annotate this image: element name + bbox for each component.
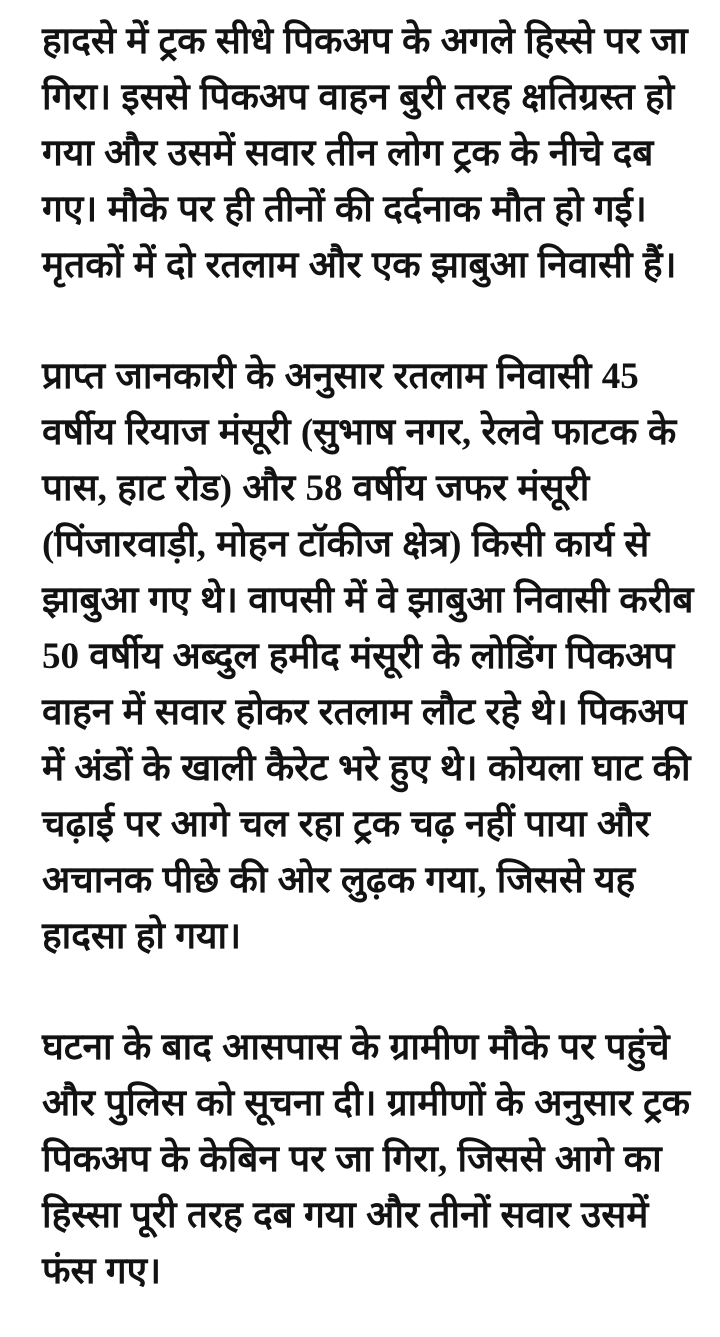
article-paragraph-victim-details: प्राप्त जानकारी के अनुसार रतलाम निवासी 45 वर्षीय रियाज मंसूरी (सुभाष नगर, रेलवे फाटक के पास, हाट रोड) और 58 वर्षीय जफर मंसूरी (पिंजारवाड़ी, मोहन टॉकीज क्षेत्र) किसी कार्य से झाबुआ गए थे। वापसी में वे झाबुआ निवासी करीब 50 वर्षीय अब्दुल हमीद मंसूरी के लोडिंग पिकअप वाहन में सवार होकर रतलाम लौट रहे थे। पिकअप में अंडों के खाली कैरेट भरे हुए थे। कोयला घाट की चढ़ाई पर आगे चल रहा ट्रक चढ़ नहीं पाया और अचानक पीछे की ओर लुढ़क गया, जिससे यह हादसा हो गया। — [42, 356, 694, 957]
article-paragraph-villagers-report: घटना के बाद आसपास के ग्रामीण मौके पर पहुंचे और पुलिस को सूचना दी। ग्रामीणों के अनुसार ट्रक पिकअप के केबिन पर जा गिरा, जिससे आगे का हिस्सा पूरी तरह दब गया और तीनों सवार उसमें फंस गए। — [42, 1027, 691, 1292]
article-paragraph-accident-summary: हादसे में ट्रक सीधे पिकअप के अगले हिस्से पर जा गिरा। इससे पिकअप वाहन बुरी तरह क्षतिग्रस्त हो गया और उसमें सवार तीन लोग ट्रक के नीचे दब गए। मौके पर ही तीनों की दर्दनाक मौत हो गई। मृतकों में दो रतलाम और एक झाबुआ निवासी हैं। — [42, 21, 688, 286]
